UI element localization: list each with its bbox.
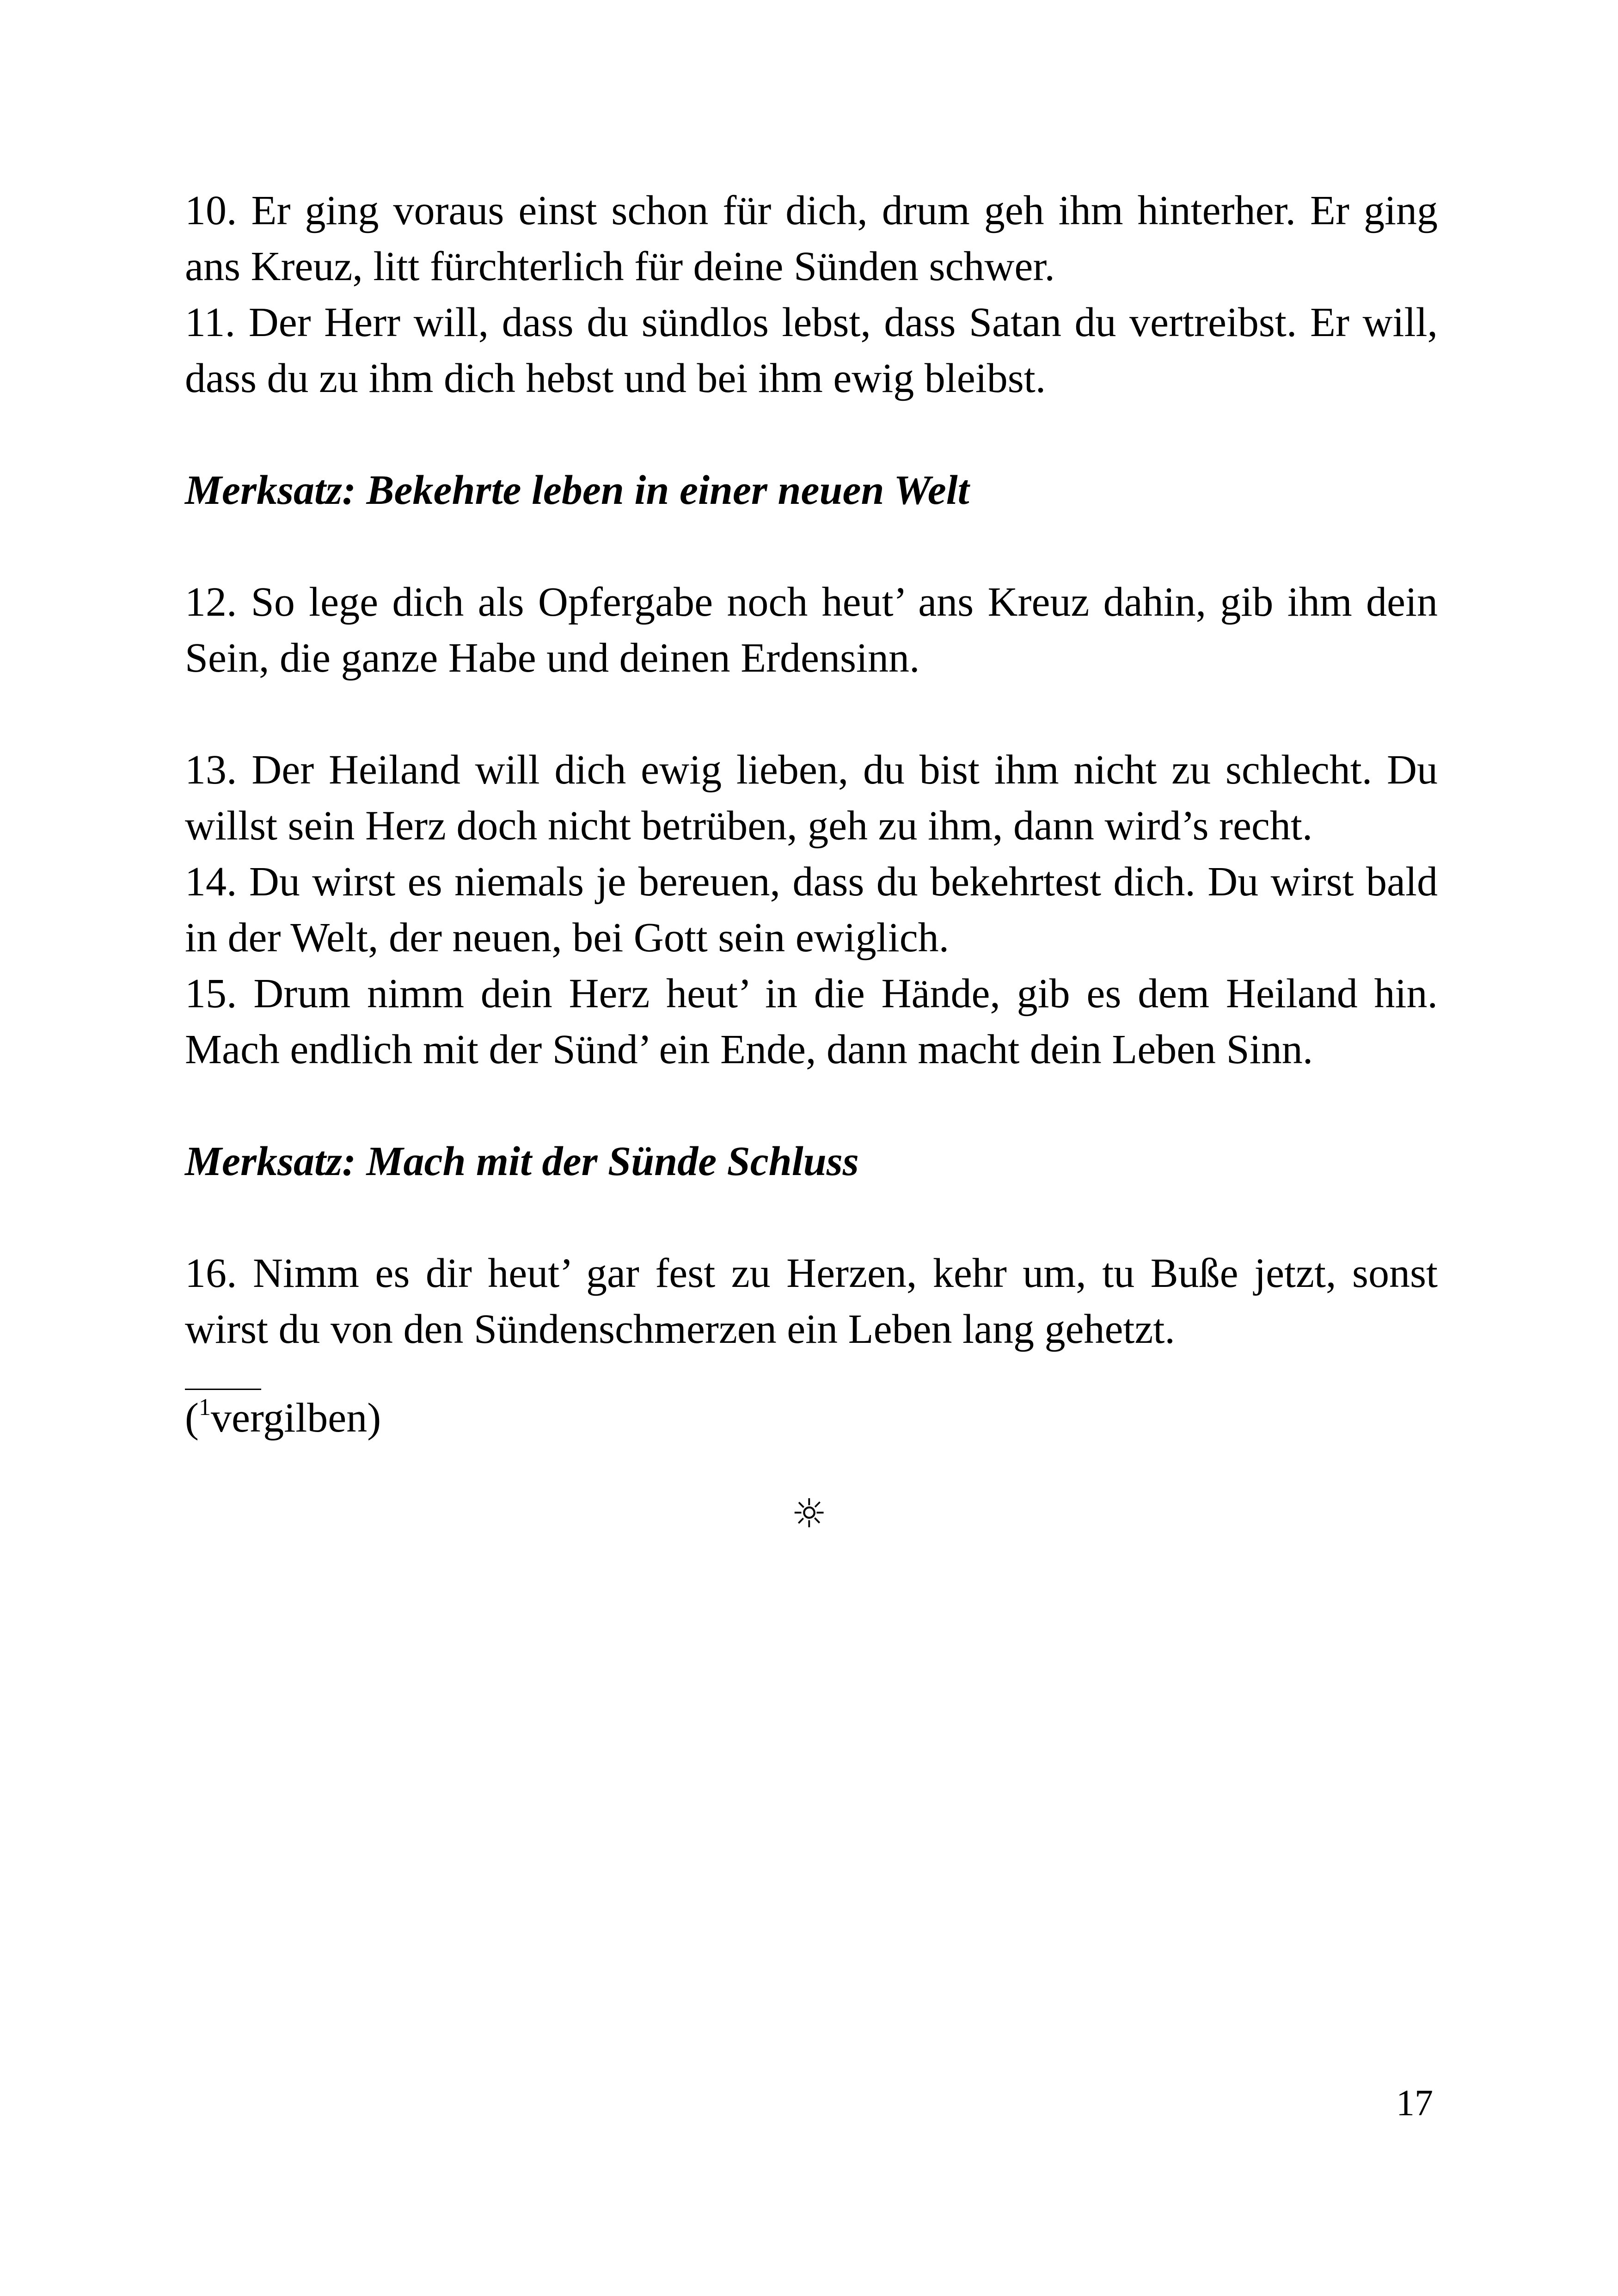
verse-paragraph: 12. So lege dich als Opfergabe noch heut’ ans Kreuz dahin, gib ihm dein Sein, die ganze Habe und deinen Erdensinn.	[185, 579, 1438, 681]
paragraph-gap	[185, 518, 1438, 574]
paragraph-gap	[185, 406, 1438, 462]
paragraph-gap	[185, 686, 1438, 742]
verse-paragraph: 11. Der Herr will, dass du sündlos lebst, dass Satan du vertreibst. Er will, dass du zu ihm dich hebst und bei ihm ewig bleibst.	[185, 300, 1438, 401]
footnote-open: (	[185, 1395, 199, 1441]
verse-paragraph: 10. Er ging voraus einst schon für dich, drum geh ihm hinterher. Er ging ans Kreuz, litt fürchterlich für deine Sünden schwer.	[185, 188, 1438, 289]
footnote-marker: 1	[198, 1394, 211, 1420]
text-blocks	[185, 183, 1438, 1357]
page-body	[185, 183, 1438, 1446]
merksatz-heading: Merksatz: Mach mit der Sünde Schluss	[185, 1139, 859, 1184]
page-number: 17	[1396, 2083, 1433, 2124]
verse-paragraph: 13. Der Heiland will dich ewig lieben, du bist ihm nicht zu schlecht. Du willst sein Herz doch nicht betrüben, geh zu ihm, dann wird’s recht.	[185, 747, 1438, 849]
merksatz-heading: Merksatz: Bekehrte leben in einer neuen Welt	[185, 467, 969, 513]
verse-paragraph: 14. Du wirst es niemals je bereuen, dass du bekehrtest dich. Du wirst bald in der Welt, der neuen, bei Gott sein ewiglich.	[185, 859, 1438, 961]
paragraph-gap	[185, 1078, 1438, 1133]
sun-ornament-icon: ☼	[791, 1491, 827, 1537]
verse-paragraph: 15. Drum nimm dein Herz heut’ in die Hände, gib es dem Heiland hin. Mach endlich mit der Sünd’ ein Ende, dann macht dein Leben Sinn.	[185, 971, 1438, 1072]
footnote-text: vergilben)	[210, 1395, 381, 1441]
footnote	[185, 1390, 1438, 1446]
paragraph-gap	[185, 1189, 1438, 1245]
verse-paragraph: 16. Nimm es dir heut’ gar fest zu Herzen, kehr um, tu Buße jetzt, sonst wirst du von den Sündenschmerzen ein Leben lang gehetzt.	[185, 1250, 1438, 1352]
